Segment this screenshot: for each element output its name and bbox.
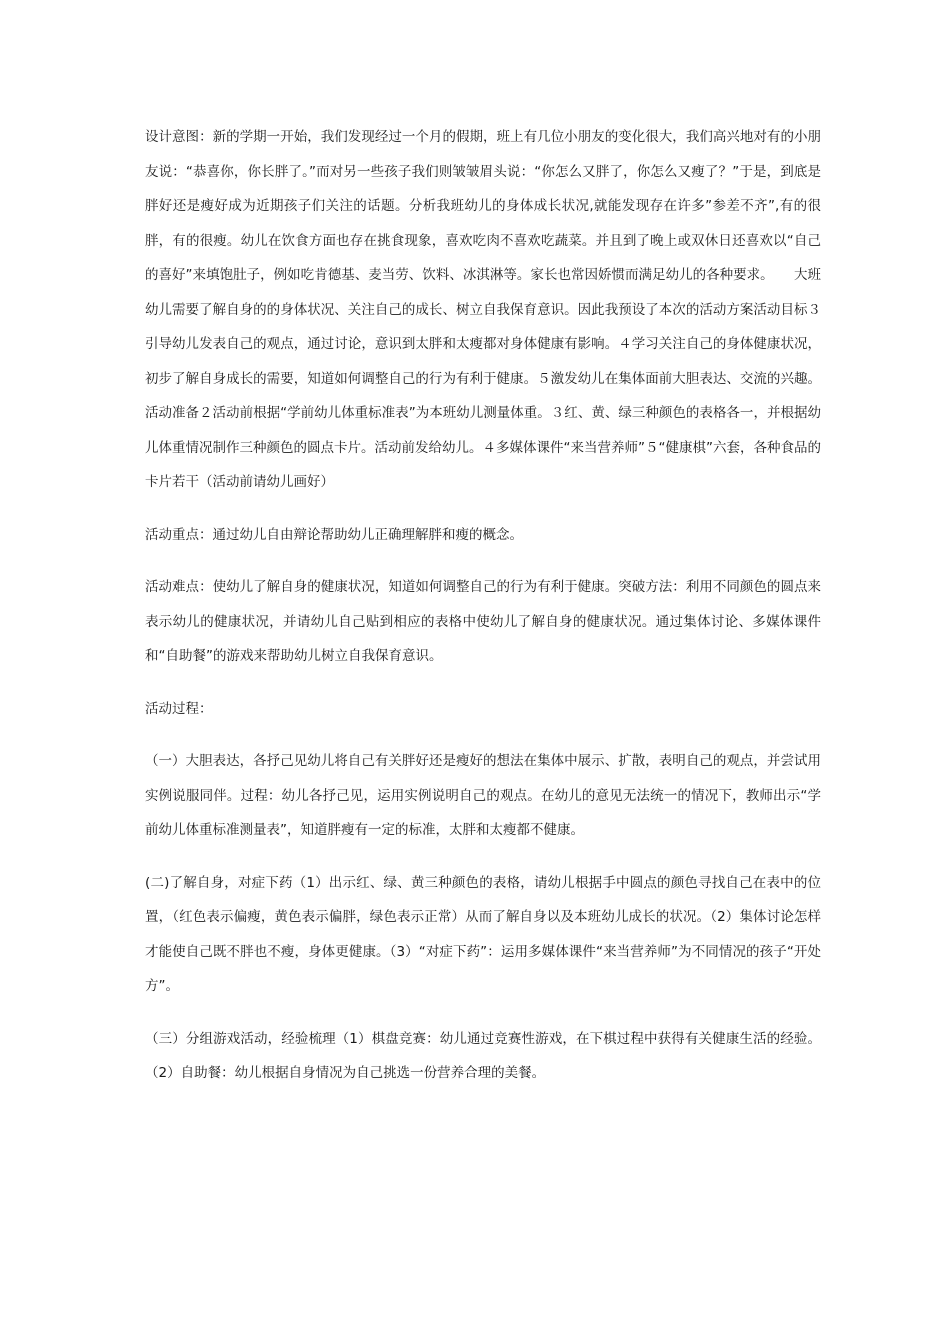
process-step-three-paragraph: （三）分组游戏活动，经验梳理（1）棋盘竞赛：幼儿通过竞赛性游戏，在下棋过程中获得有关健康生活的经验。（2）自助餐：幼儿根据自身情况为自己挑选一份营养合理的美餐。 bbox=[145, 1030, 821, 1081]
key-point-paragraph: 活动重点：通过幼儿自由辩论帮助幼儿正确理解胖和瘦的概念。 bbox=[145, 526, 523, 543]
process-step-two-paragraph: (二)了解自身，对症下药（1）出示红、绿、黄三种颜色的表格，请幼儿根据手中圆点的颜色寻找自己在表中的位置，（红色表示偏瘦，黄色表示偏胖，绿色表示正常）从而了解自身以及本班幼儿成长的状况。（2）集体讨论怎样才能使自己既不胖也不瘦，身体更健康。（3）“对症下药”：运用多媒体课件“来当营养师”为不同情况的孩子“开处方”。 bbox=[145, 874, 821, 994]
document-body bbox=[145, 120, 821, 1109]
process-heading: 活动过程： bbox=[145, 700, 213, 717]
design-intent-paragraph: 设计意图：新的学期一开始，我们发现经过一个月的假期，班上有几位小朋友的变化很大，我们高兴地对有的小朋友说：“恭喜你，你长胖了。”而对另一些孩子我们则皱皱眉头说：“你怎么又胖了，你怎么又瘦了？”于是，到底是胖好还是瘦好成为近期孩子们关注的话题。分析我班幼儿的身体成长状况,就能发现存在许多”参差不齐”,有的很胖，有的很瘦。幼儿在饮食方面也存在挑食现象，喜欢吃肉不喜欢吃蔬菜。并且到了晚上或双休日还喜欢以“自己的喜好”来填饱肚子，例如吃肯德基、麦当劳、饮料、冰淇淋等。家长也常因娇惯而满足幼儿的各种要求。 大班幼儿需要了解自身的的身体状况、关注自己的成长、树立自我保育意识。因此我预设了本次的活动方案活动目标３引导幼儿发表自己的观点，通过讨论，意识到太胖和太瘦都对身体健康有影响。４学习关注自己的身体健康状况，初步了解自身成长的需要，知道如何调整自己的行为有利于健康。５激发幼儿在集体面前大胆表达、交流的兴趣。活动准备２活动前根据“学前幼儿体重标准表”为本班幼儿测量体重。３红、黄、绿三种颜色的表格各一，并根据幼儿体重情况制作三种颜色的圆点卡片。活动前发给幼儿。４多媒体课件“来当营养师”５“健康棋”六套，各种食品的卡片若干（活动前请幼儿画好） bbox=[145, 129, 821, 490]
difficulty-paragraph: 活动难点：使幼儿了解自身的健康状况，知道如何调整自己的行为有利于健康。突破方法：利用不同颜色的圆点来表示幼儿的健康状况，并请幼儿自己贴到相应的表格中使幼儿了解自身的健康状况。通过集体讨论、多媒体课件和“自助餐”的游戏来帮助幼儿树立自我保育意识。 bbox=[145, 579, 821, 664]
process-step-one-paragraph: （一）大胆表达，各抒己见幼儿将自己有关胖好还是瘦好的想法在集体中展示、扩散，表明自己的观点，并尝试用实例说服同伴。过程：幼儿各抒己见，运用实例说明自己的观点。在幼儿的意见无法统一的情况下，教师出示“学前幼儿体重标准测量表”，知道胖瘦有一定的标准，太胖和太瘦都不健康。 bbox=[145, 753, 821, 838]
